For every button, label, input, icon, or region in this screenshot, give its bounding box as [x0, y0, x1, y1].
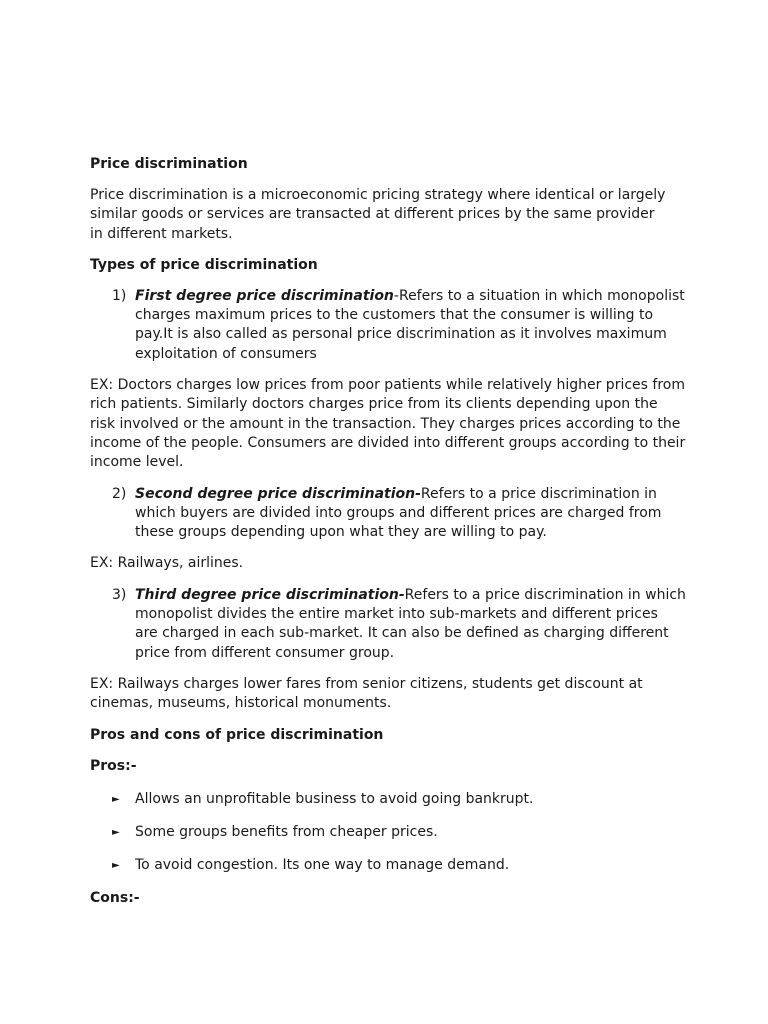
type-description-line: are charged in each sub-market. It can also be defined as charging different [135, 625, 669, 642]
example-line: EX: Doctors charges low prices from poor patients while relatively higher prices from [90, 377, 685, 394]
item-number: 1) [112, 287, 127, 304]
example-line: income level. [90, 454, 184, 471]
type-description-line: pay.It is also called as personal price discrimination as it involves maximum [135, 326, 667, 343]
type-item-third-degree [90, 586, 690, 663]
type-description-line: price from different consumer group. [135, 644, 395, 661]
list-item [90, 856, 690, 875]
term-third-degree: Third degree price discrimination [135, 586, 399, 603]
bullet-arrow-icon: ► [112, 859, 120, 871]
cons-heading: Cons:- [90, 889, 140, 906]
pros-item-text: Some groups benefits from cheaper prices. [135, 823, 438, 840]
term-first-degree: First degree price discrimination [135, 287, 394, 304]
term-separator: - [393, 287, 399, 304]
intro-paragraph [90, 186, 690, 244]
term-separator: - [398, 586, 405, 603]
pros-cons-heading: Pros and cons of price discrimination [90, 726, 384, 743]
example-line: rich patients. Similarly doctors charges price from its clients depending upon the [90, 396, 658, 413]
type-item-second-degree [90, 485, 690, 543]
type-description-line: exploitation of consumers [135, 345, 317, 362]
example-paragraph-fares [90, 675, 690, 714]
pros-item-text: Allows an unprofitable business to avoid going bankrupt. [135, 790, 534, 807]
type-description-line: monopolist divides the entire market into sub-markets and different prices [135, 606, 658, 623]
example-paragraph-doctors [90, 376, 690, 472]
list-item [90, 823, 690, 842]
item-number: 2) [112, 485, 127, 502]
example-line: income of the people. Consumers are divided into different groups according to their [90, 434, 686, 451]
intro-line: similar goods or services are transacted at different prices by the same provider [90, 206, 655, 223]
document-page [90, 155, 690, 920]
pros-heading: Pros:- [90, 757, 137, 774]
document-title: Price discrimination [90, 156, 248, 172]
type-description-line: these groups depending upon what they are willing to pay. [135, 524, 547, 541]
type-item-first-degree [90, 287, 690, 364]
intro-line: in different markets. [90, 225, 233, 242]
bullet-arrow-icon: ► [112, 793, 120, 805]
term-separator: - [415, 485, 421, 502]
type-description-line: Refers to a price discrimination in which [404, 586, 686, 603]
example-line: EX: Railways, airlines. [90, 555, 244, 572]
types-heading: Types of price discrimination [90, 256, 318, 273]
example-line: cinemas, museums, historical monuments. [90, 695, 392, 712]
example-line: EX: Railways charges lower fares from senior citizens, students get discount at [90, 675, 643, 692]
pros-list [90, 790, 690, 875]
intro-line: Price discrimination is a microeconomic pricing strategy where identical or largely [90, 187, 666, 203]
term-second-degree: Second degree price discrimination [135, 485, 416, 502]
type-description-line: which buyers are divided into groups and different prices are charged from [135, 504, 662, 521]
list-item [90, 790, 690, 809]
pros-item-text: To avoid congestion. Its one way to manage demand. [135, 856, 510, 873]
type-description-line: charges maximum prices to the customers that the consumer is willing to [135, 307, 654, 324]
bullet-arrow-icon: ► [112, 826, 120, 838]
type-description-line: Refers to a situation in which monopolist [398, 287, 685, 304]
type-description-line: Refers to a price discrimination in [420, 485, 657, 502]
example-line: risk involved or the amount in the transaction. They charges prices according to the [90, 415, 681, 432]
example-paragraph-railways [90, 554, 690, 573]
item-number: 3) [112, 586, 127, 603]
